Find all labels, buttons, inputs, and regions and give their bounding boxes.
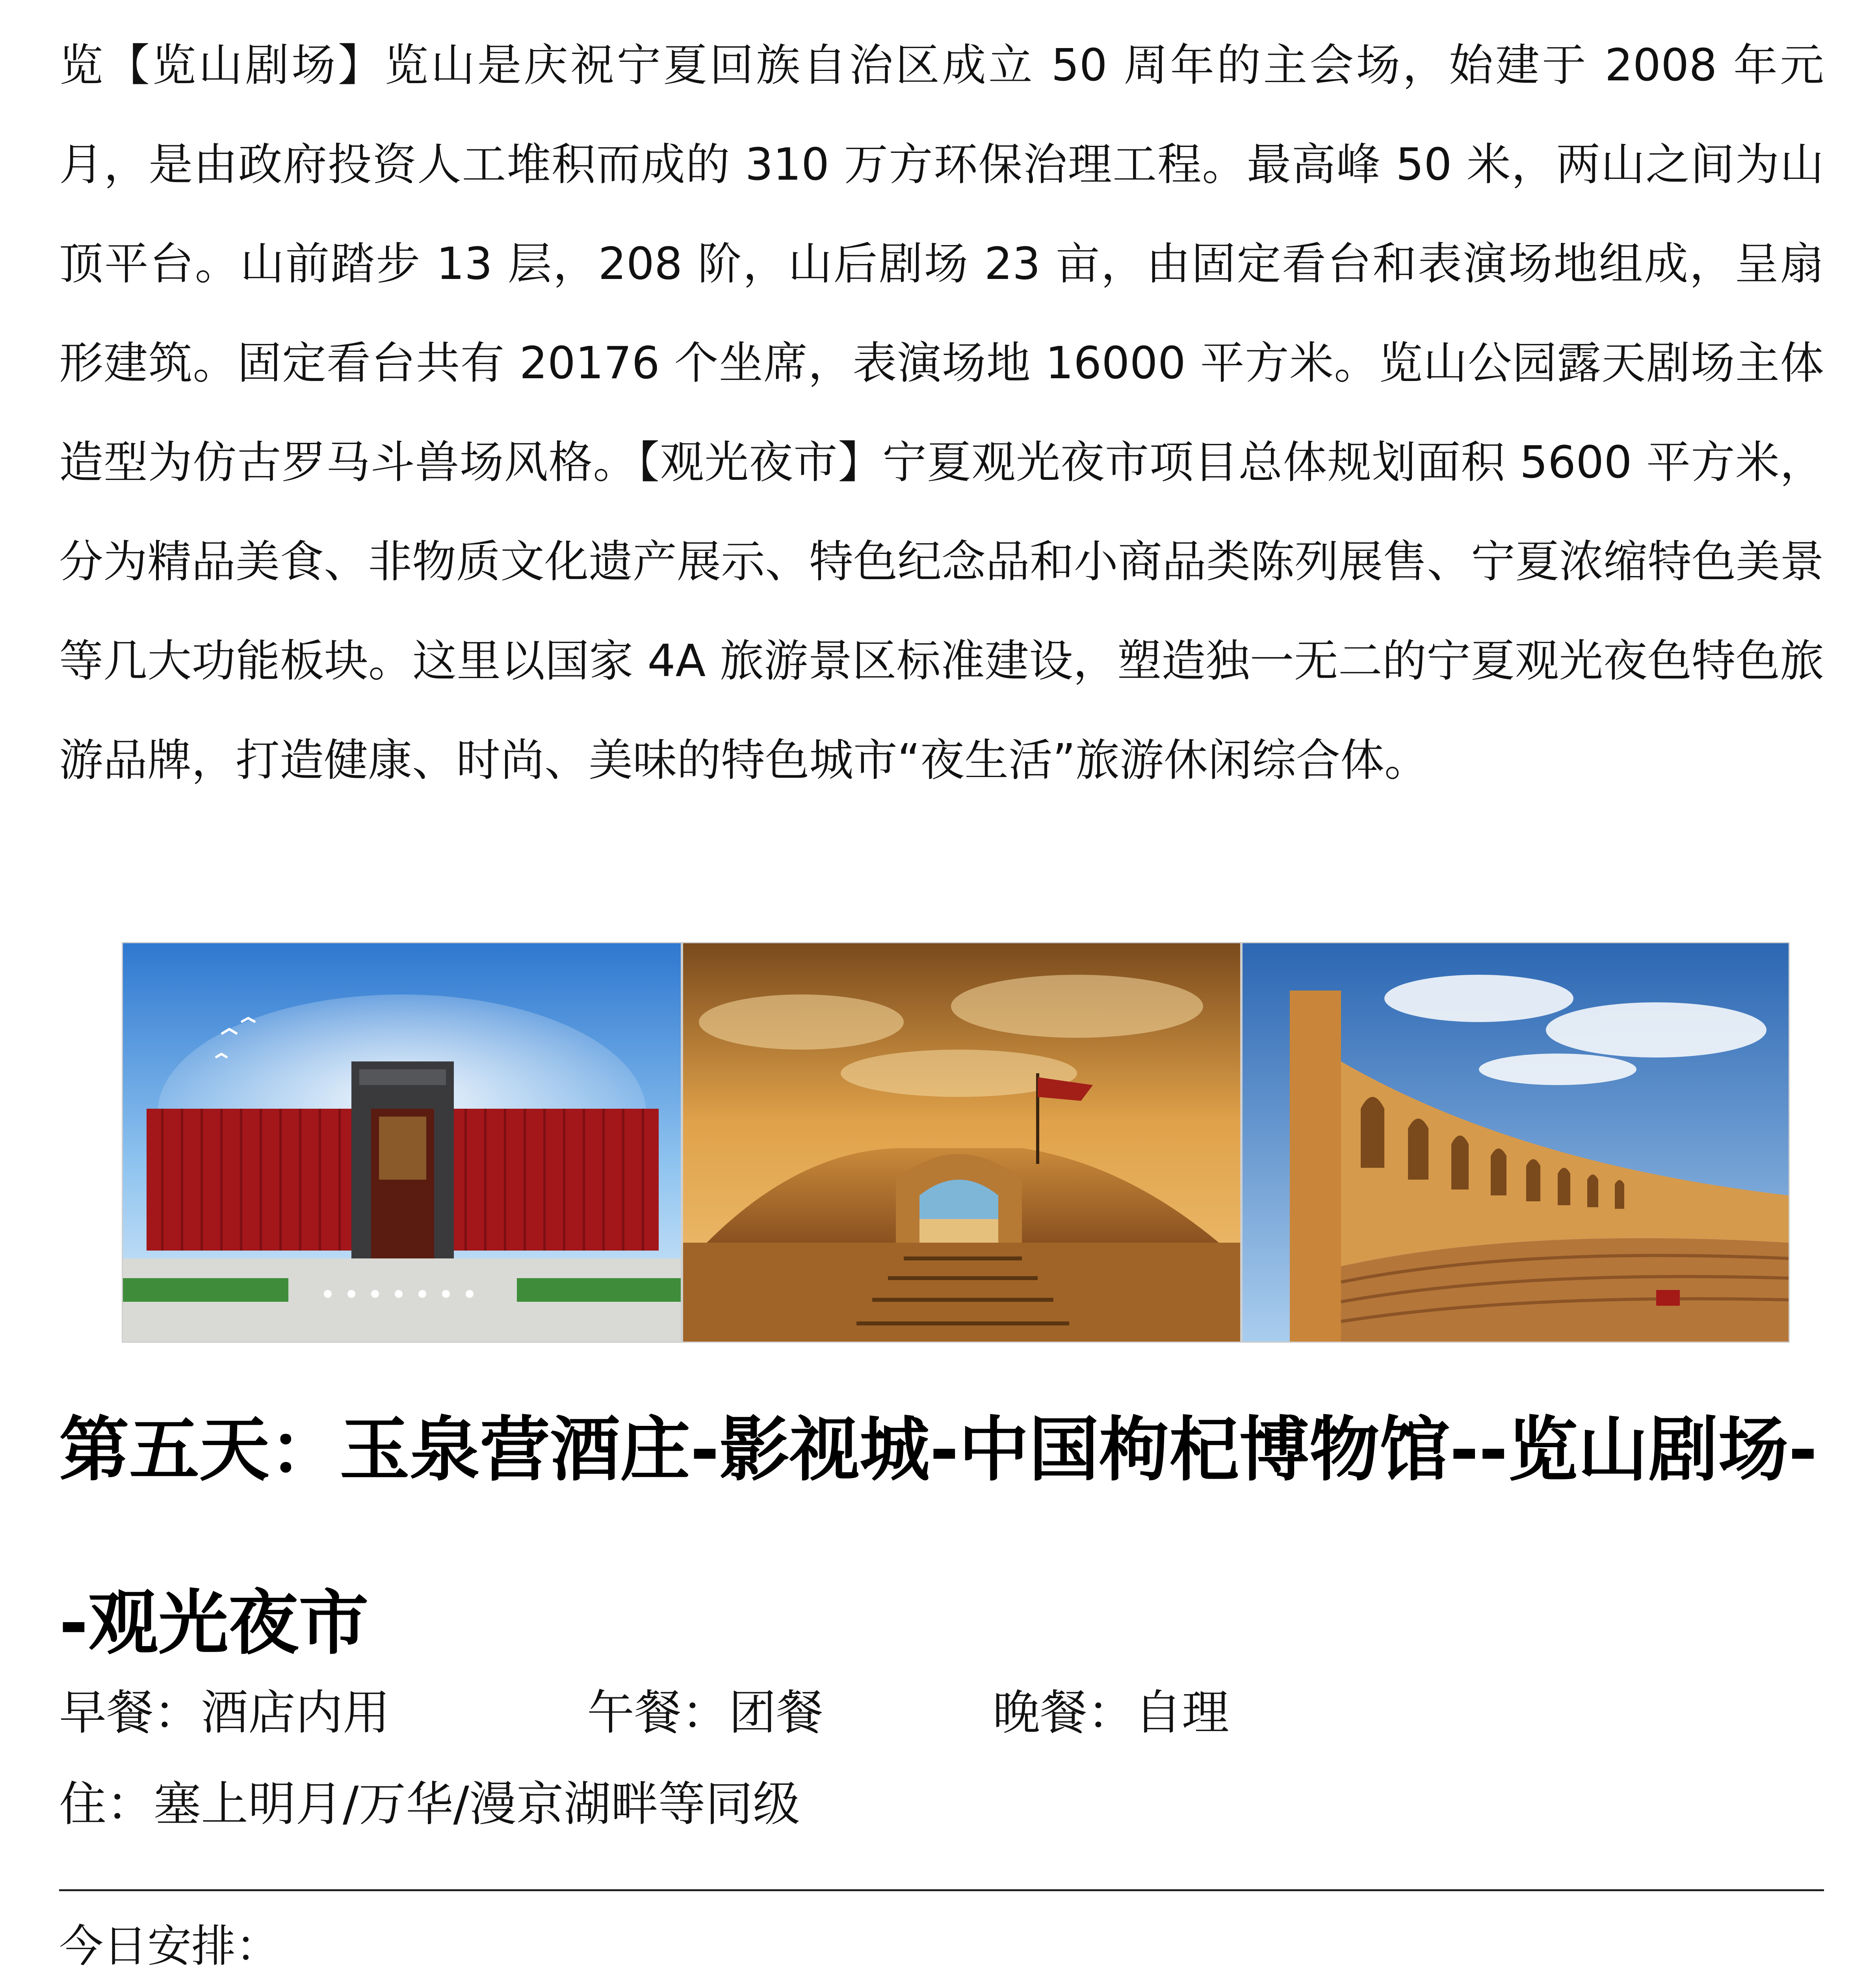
intro-paragraph: 览【览山剧场】览山是庆祝宁夏回族自治区成立 50 周年的主会场，始建于 2008 年元月，是由政府投资人工堆积而成的 310 万方环保治理工程。最高峰 50 米，两山之间为山顶平台。山前踏步 13 层，208 阶，山后剧场 23 亩，由固定看台和表演场地组成，呈扇形建筑。固定看台共有 20176 个坐席，表演场地 16000 平方米。览山公园露天剧场主体造型为仿古罗马斗兽场风格。【观光夜市】宁夏观光夜市项目总体规划面积 5600 平方米，分为精品美食、非物质文化遗产展示、特色纪念品和小商品类陈列展售、宁夏浓缩特色美景等几大功能板块。这里以国家 4A 旅游景区标准建设，塑造独一无二的宁夏观光夜色特色旅游品牌，打造健康、时尚、美味的特色城市“夜生活”旅游休闲综合体。	[59, 40, 1824, 786]
desert-gate-photo	[683, 943, 1240, 1342]
schedule-heading: 今日安排：	[59, 1921, 280, 1970]
lodging-info: 住：塞上明月/万华/漫京湖畔等同级	[59, 1777, 800, 1832]
museum-building-image	[123, 943, 681, 1342]
desert-gate-image	[683, 943, 1240, 1342]
section-divider	[59, 1889, 1824, 1891]
meal-dinner: 晚餐：自理	[993, 1686, 1229, 1740]
meal-lunch: 午餐：团餐	[587, 1686, 823, 1740]
colosseum-theater-photo	[1243, 943, 1789, 1342]
colosseum-theater-image	[1243, 943, 1789, 1342]
museum-building-photo	[123, 943, 681, 1342]
meal-breakfast: 早餐：酒店内用	[59, 1686, 390, 1740]
schedule-paragraph	[59, 1964, 1824, 1970]
day-title: 第五天：玉泉营酒庄-影视城-中国枸杞博物馆--览山剧场--观光夜市	[59, 1409, 1818, 1664]
photo-strip	[123, 943, 1789, 1342]
